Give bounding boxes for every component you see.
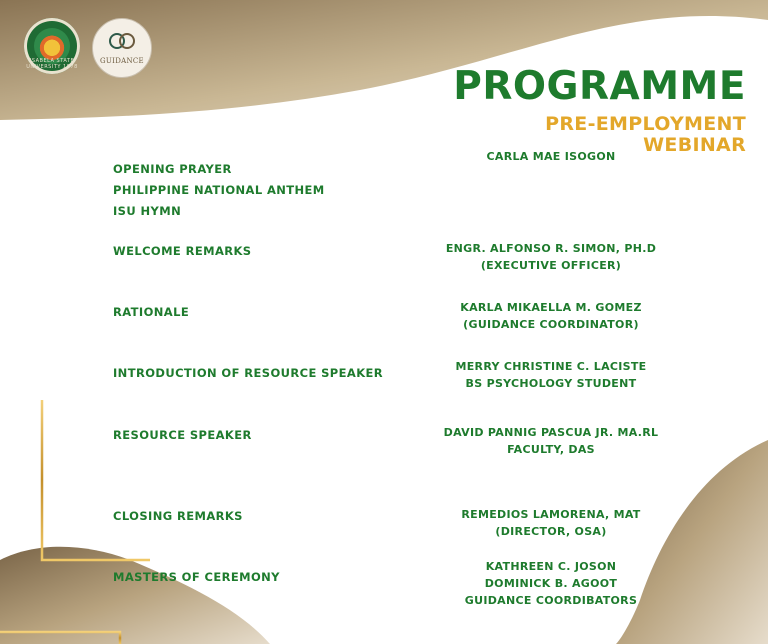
presenter-role: (EXECUTIVE OFFICER) <box>480 259 622 272</box>
subtitle-line-2: WEBINAR <box>643 134 746 156</box>
page-title: PROGRAMME <box>453 64 746 109</box>
presenter-block <box>436 240 666 274</box>
isu-seal-logo <box>24 18 80 74</box>
program-item: MASTERS OF CEREMONY <box>113 570 280 584</box>
program-item: PHILIPPINE NATIONAL ANTHEM <box>113 183 325 197</box>
program-item: INTRODUCTION OF RESOURCE SPEAKER <box>113 366 384 380</box>
presenter-name: DOMINICK B. AGOOT <box>484 577 618 590</box>
presenter-name: MERRY CHRISTINE C. LACISTE <box>455 360 647 373</box>
presenter-block <box>436 358 666 392</box>
presenter-role: GUIDANCE COORDIBATORS <box>464 594 638 607</box>
prayer-leader: CARLA MAE ISOGON <box>486 150 616 163</box>
presenter-block <box>436 299 666 333</box>
program-item: ISU HYMN <box>113 204 182 218</box>
presenter-name: DAVID PANNIG PASCUA JR. MA.RL <box>443 426 659 439</box>
subtitle-line-1: PRE-EMPLOYMENT <box>545 113 746 135</box>
guidance-mark-icon <box>108 31 136 53</box>
program-item: CLOSING REMARKS <box>113 509 243 523</box>
isu-seal-text: ISABELA STATE UNIVERSITY 1978 <box>26 58 78 70</box>
presenter-name: KATHREEN C. JOSON <box>485 560 617 573</box>
program-item: RATIONALE <box>113 305 190 319</box>
bottom-left-wave <box>0 547 270 644</box>
guidance-logo <box>92 18 152 78</box>
presenter-name: REMEDIOS LAMORENA, MAT <box>461 508 641 521</box>
guidance-logo-text: GUIDANCE <box>100 57 144 65</box>
presenter-block <box>436 424 666 458</box>
presenter-block <box>436 558 666 609</box>
presenter-role: BS PSYCHOLOGY STUDENT <box>465 377 637 390</box>
program-item: RESOURCE SPEAKER <box>113 428 252 442</box>
bottom-right-photo <box>616 440 768 644</box>
program-item: WELCOME REMARKS <box>113 244 252 258</box>
presenter-name: KARLA MIKAELLA M. GOMEZ <box>460 301 642 314</box>
presenter-block <box>436 506 666 540</box>
presenter-name: ENGR. ALFONSO R. SIMON, PH.D <box>445 242 657 255</box>
program-item: OPENING PRAYER <box>113 162 232 176</box>
presenter-role: (GUIDANCE COORDINATOR) <box>463 318 639 331</box>
presenter-role: FACULTY, DAS <box>507 443 595 456</box>
presenter-role: (DIRECTOR, OSA) <box>495 525 607 538</box>
